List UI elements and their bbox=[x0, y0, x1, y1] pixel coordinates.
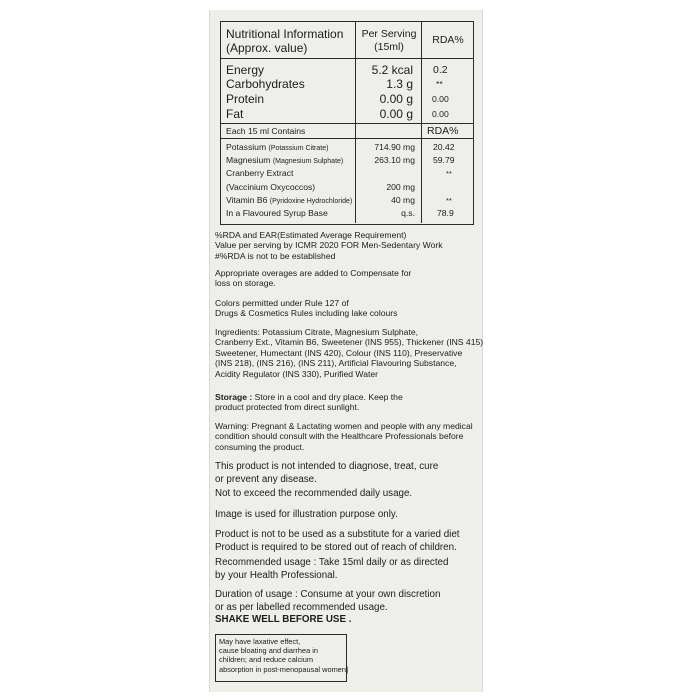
substitute-note: Product is not to be used as a substitute for a varied diet Product is required to be stored out of reach of children. bbox=[215, 529, 460, 553]
ingredient-syrup-base-rda: 78.9 bbox=[437, 208, 454, 218]
illustration-note: Image is used for illustration purpose only. bbox=[215, 509, 398, 520]
colors-note: Colors permitted under Rule 127 of Drugs & Cosmetics Rules including lake colours bbox=[215, 298, 398, 319]
ingredient-magnesium-value: 263.10 mg bbox=[374, 155, 415, 165]
ingredient-cranberry-rda: ** bbox=[446, 169, 452, 178]
table-divider bbox=[421, 21, 422, 223]
ingredient-syrup-base-value: q.s. bbox=[401, 208, 415, 218]
row-carbs-rda: ** bbox=[436, 79, 443, 89]
duration-of-usage: Duration of usage : Consume at your own discretion or as per labelled recommended usage. bbox=[215, 589, 441, 613]
ingredient-potassium-value: 714.90 mg bbox=[374, 142, 415, 152]
ingredient-vaccinium: (Vaccinium Oxycoccos) bbox=[226, 182, 316, 192]
diagnose-note: This product is not intended to diagnose, treat, cure or prevent any disease. bbox=[215, 461, 439, 485]
serving-size: (15ml) bbox=[374, 41, 404, 53]
row-protein-label: Protein bbox=[226, 92, 265, 106]
overage-note: Appropriate overages are added to Compensate for loss on storage. bbox=[215, 268, 412, 289]
contains-label: Each 15 ml Contains bbox=[226, 126, 306, 136]
ingredient-magnesium-rda: 59.79 bbox=[433, 155, 455, 165]
shake-note: SHAKE WELL BEFORE USE . bbox=[215, 614, 352, 625]
ingredient-vitamin-b6-rda: ** bbox=[446, 196, 452, 205]
ingredient-vitamin-b6-value: 40 mg bbox=[391, 195, 415, 205]
table-divider bbox=[220, 123, 474, 124]
rda-header: RDA% bbox=[432, 34, 464, 46]
row-carbs-value: 1.3 g bbox=[386, 77, 413, 91]
ingredient-magnesium: Magnesium (Magnesium Sulphate) bbox=[226, 155, 344, 165]
ingredient-vitamin-b6: Vitamin B6 (Pyridoxine Hydrochloride) bbox=[226, 195, 353, 205]
row-fat-rda: 0.00 bbox=[432, 109, 449, 119]
table-divider bbox=[220, 58, 474, 59]
nutrition-subtitle: (Approx. value) bbox=[226, 41, 308, 55]
ingredient-cranberry: Cranberry Extract bbox=[226, 168, 294, 178]
recommended-usage: Recommended usage : Take 15ml daily or as directed by your Health Professional. bbox=[215, 557, 449, 581]
storage-note: Storage : Store in a cool and dry place. Keep the product protected from direct sunlight. bbox=[215, 392, 403, 413]
serving-header: Per Serving bbox=[361, 28, 417, 40]
row-energy-rda: 0.2 bbox=[433, 64, 448, 76]
ingredient-potassium: Potassium (Potassium Citrate) bbox=[226, 142, 329, 152]
storage-label: Storage : bbox=[215, 392, 253, 402]
ingredient-potassium-rda: 20.42 bbox=[433, 142, 455, 152]
rda-note: %RDA and EAR(Estimated Average Requirement) Value per serving by ICMR 2020 FOR Men-Sedentary Work #%RDA is not to be established bbox=[215, 230, 443, 261]
ingredients-list: Ingredients: Potassium Citrate, Magnesium Sulphate, Cranberry Ext., Vitamin B6, Sweetener (INS 955), Thickener (INS 415) Sweetener, Humectant (INS 420), Colour (INS 110), Preservative (INS 218), (INS 216), (INS 211), Artificial Flavouring Substance, Acidity Regulator (INS 330), Purified Water bbox=[215, 327, 484, 379]
table-divider bbox=[355, 21, 356, 223]
row-fat-label: Fat bbox=[226, 107, 244, 121]
caution-box: May have laxative effect, cause bloating and diarrhea in children; and reduce calcium absorption in post-menopausal women] bbox=[215, 634, 347, 682]
warning-note: Warning: Pregnant & Lactating women and people with any medical condition should consult with the Healthcare Professionals before consuming the product. bbox=[215, 421, 473, 452]
contains-rda-header: RDA% bbox=[427, 125, 459, 137]
exceed-note: Not to exceed the recommended daily usage. bbox=[215, 488, 413, 499]
ingredient-vaccinium-value: 200 mg bbox=[386, 182, 415, 192]
row-protein-rda: 0.00 bbox=[432, 94, 449, 104]
nutrition-title: Nutritional Information bbox=[226, 27, 344, 41]
table-divider bbox=[220, 138, 474, 139]
row-fat-value: 0.00 g bbox=[379, 107, 413, 121]
row-energy-value: 5.2 kcal bbox=[371, 63, 413, 77]
ingredient-syrup-base: In a Flavoured Syrup Base bbox=[226, 208, 328, 218]
row-energy-label: Energy bbox=[226, 63, 265, 77]
row-carbs-label: Carbohydrates bbox=[226, 77, 305, 91]
row-protein-value: 0.00 g bbox=[379, 92, 413, 106]
